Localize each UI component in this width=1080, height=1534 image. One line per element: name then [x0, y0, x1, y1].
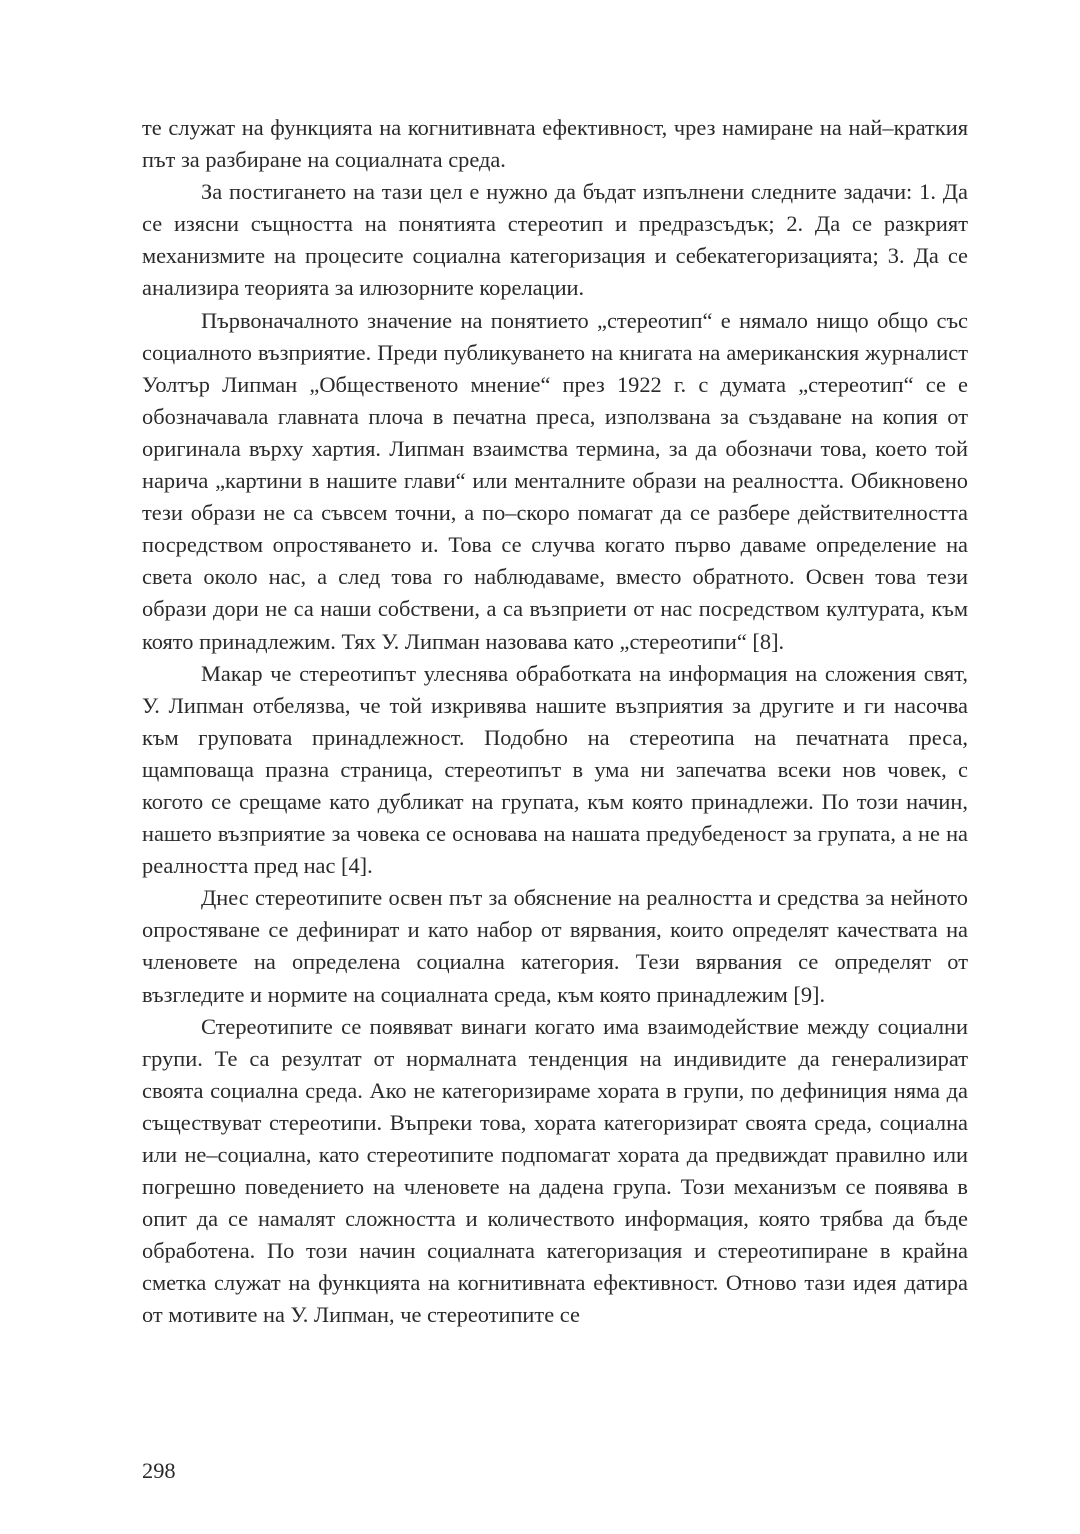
- paragraph-social-groups: Стереотипите се появяват винаги когато има взаимодействие между социални групи. Те са резултат от нормалната тенденция на индивидите да генерализират своята социална среда. Ако не категоризираме хората в групи, по дефиниция няма да съществуват стереотипи. Въпреки това, хората категоризират своята среда, социална или не–социална, като стереотипите подпомагат хората да предвиждат правилно или погрешно поведението на членовете на дадена група. Този механизъм се появява в опит да се намалят сложността и количеството информация, която трябва да бъде обработена. По този начин социалната категоризация и стереотипиране в крайна сметка служат на функцията на когнитивната ефективност. Отново тази идея датира от мотивите на У. Липман, че стереотипите се: [142, 1013, 968, 1328]
- page-number: 298: [142, 1458, 176, 1483]
- paragraph-lippmann: Макар че стереотипът улеснява обработката на информация на сложения свят, У. Липман отбелязва, че той изкривява нашите възприятия за другите и ги насочва към груповата принадлежност. Подобно на стереотипа на печатната преса, щамповаща празна страница, стереотипът в ума ни запечатва всеки нов човек, с когото се срещаме като дубликат на групата, към която принадлежи. По този начин, нашето възприятие за човека се основава на нашата предубеденост за групата, а не на реалността пред нас [4].: [142, 660, 968, 879]
- paragraph-continuation: те служат на функцията на когнитивната ефективност, чрез намиране на най–краткия път за разбиране на социалната среда.: [142, 115, 968, 173]
- paragraph-definition: Днес стереотипите освен път за обяснение на реалността и средства за нейното опростяване се дефинират и като набор от вярвания, които определят качествата на членовете на определена социална категория. Тези вярвания се определят от възгледите и нормите на социалната среда, към която принадлежим [9].: [142, 885, 968, 1007]
- body-text: [142, 112, 968, 1332]
- paragraph-stereotype-origin: Първоначалното значение на понятието „стереотип“ е нямало нищо общо със социалното възприятие. Преди публикуването на книгата на американския журналист Уолтър Липман „Общественото мнение“ през 1922 г. с думата „стереотип“ се е обозначавала главната плоча в печатна преса, използвана за създаване на копия от оригинала върху хартия. Липман взаимства термина, за да обозначи това, което той нарича „картини в нашите глави“ или менталните образи на реалността. Обикновено тези образи не са съвсем точни, а по–скоро помагат да се разбере действителността посредством опростяването и. Това се случва когато първо даваме определение на света около нас, а след това го наблюдаваме, вместо обратното. Освен това тези образи дори не са наши собствени, а са възприети от нас посредством културата, към която принадлежим. Тях У. Липман назовава като „стереотипи“ [8].: [142, 307, 968, 654]
- paragraph-objectives: За постигането на тази цел е нужно да бъдат изпълнени следните задачи: 1. Да се изясни същността на понятията стереотип и предразсъдък; 2. Да се разкрият механизмите на процесите социална категоризация и себекатегоризацията; 3. Да се анализира теорията за илюзорните корелации.: [142, 179, 968, 301]
